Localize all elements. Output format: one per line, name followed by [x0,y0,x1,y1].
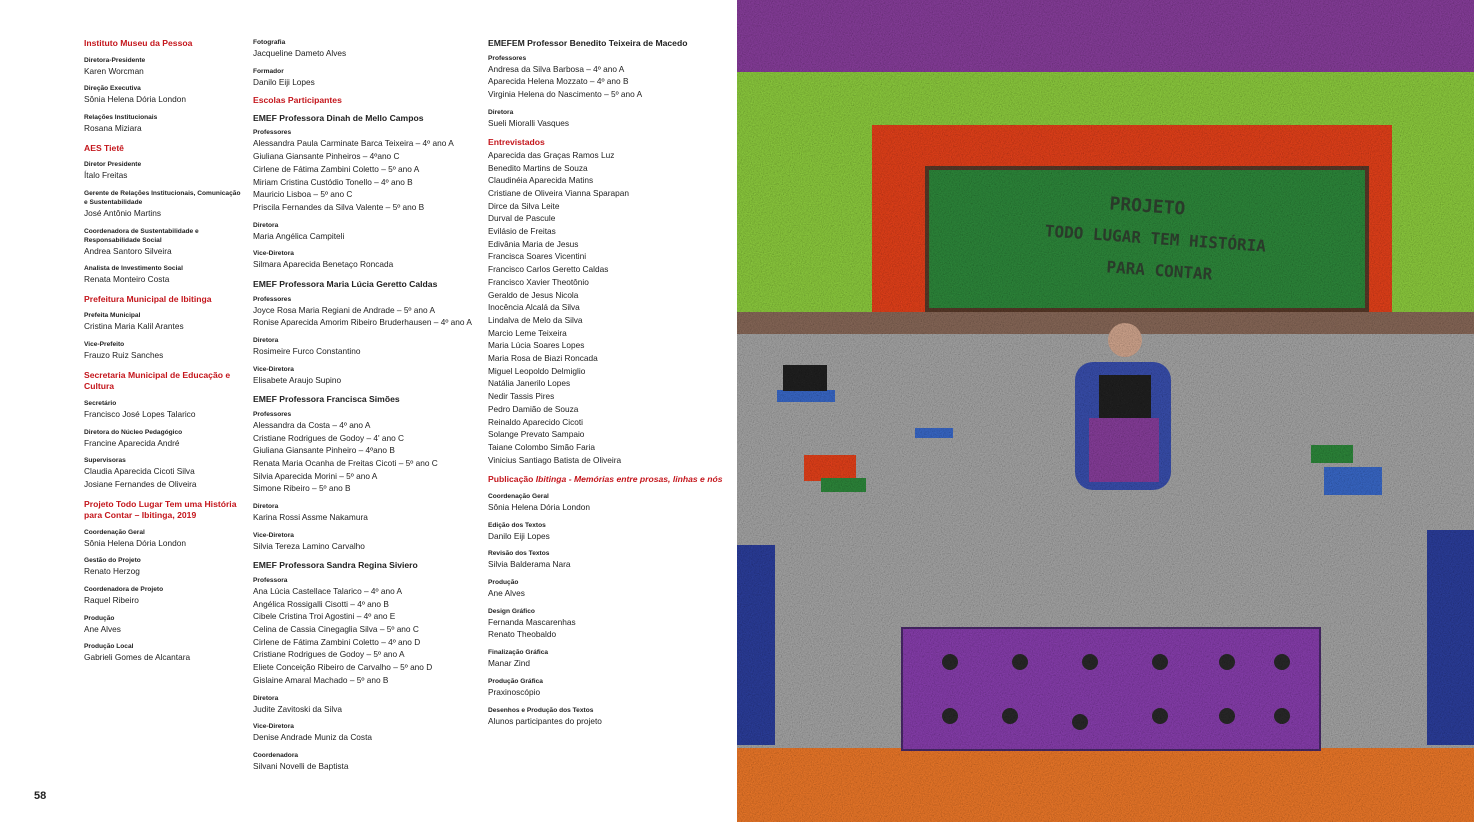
purple-band [737,0,1474,72]
credit-role: Finalização Gráfica [488,649,549,657]
credit-name: Priscila Fernandes da Silva Valente – 5º ano B [253,201,425,212]
drawing-svg [737,0,1474,822]
credit-group [253,576,483,687]
interviewee-name: Geraldo de Jesus Nicola [488,289,579,300]
credit-role: Diretor Presidente [84,161,142,169]
credit-name: Andrea Santoro Silveira [84,245,172,256]
credit-name: Ane Alves [84,623,121,634]
credit-group [488,578,733,600]
interviewee-name: Durval de Pascule [488,213,556,224]
school-name: EMEF Professora Sandra Regina Siviero [253,560,418,571]
school-name: EMEF Professora Maria Lúcia Geretto Caldas [253,279,438,290]
credit-name: Praxinoscópio [488,686,541,697]
interviewee-name: Cristiane de Oliveira Vianna Sparapan [488,187,629,198]
credit-name: Gislaine Amaral Machado – 5º ano B [253,674,389,685]
credit-role: Coordenadora [253,752,299,759]
credit-group [488,521,733,543]
section-title: Projeto Todo Lugar Tem uma História para Contar – Ibitinga, 2019 [84,498,237,521]
credit-group [84,227,244,258]
credit-group [253,365,483,387]
interviewee-name: Edivânia Maria de Jesus [488,238,579,249]
credit-name: Alessandra da Costa – 4º ano A [253,419,371,430]
credit-role: Diretora do Núcleo Pedagógico [84,428,183,436]
orange-floor [737,748,1474,822]
interviewee-name: Francisco Xavier Theotônio [488,276,589,287]
section-title: Instituto Museu da Pessoa [84,38,193,48]
credit-role: Vice-Diretora [253,531,294,539]
credit-role: Formador [253,67,284,75]
credit-group [84,56,244,78]
credit-group [253,67,483,89]
interviewee-name: Benedito Martins de Souza [488,162,588,173]
credit-role: Diretora [253,221,279,229]
credit-role: Relações Institucionais [84,113,158,121]
credit-group [253,336,483,358]
book-green [821,478,866,492]
credit-name: Alunos participantes do projeto [488,715,602,726]
credit-name: Raquel Ribeiro [84,595,139,606]
credit-role: Secretário [84,399,117,407]
credit-name: Aparecida Helena Mozzato – 4º ano B [488,76,629,87]
interviewee-name: Lindalva de Melo da Silva [488,314,583,325]
credit-name: Cristiane Rodrigues de Godoy – 4' ano C [253,432,405,443]
interviewee-name: Pedro Damião de Souza [488,403,579,414]
credit-name: Silvani Novelli de Baptista [253,761,349,771]
section-title: Prefeitura Municipal de Ibitinga [84,293,212,304]
credit-name: Maria Angélica Campiteli [253,230,345,241]
credit-name: Fernanda Mascarenhas [488,616,576,627]
credit-group [84,84,244,106]
box-right [1324,467,1382,495]
credit-group [253,531,483,553]
credit-group [84,113,244,135]
board-line-3: PARA CONTAR [1105,257,1213,284]
credit-role: Vice-Diretora [253,250,294,258]
credit-group [488,108,733,130]
credit-name: Josiane Fernandes de Oliveira [84,478,197,489]
credit-role: Produção Local [84,643,134,651]
credit-role: Vice-Prefeito [84,341,125,349]
credit-group [488,54,733,101]
credit-group [84,189,244,220]
section-prefeitura-municipal-de-ibitin [84,294,244,362]
credit-name: Renato Theobaldo [488,629,557,640]
credit-role: Diretora-Presidente [84,56,146,64]
child-drawing [737,0,1474,822]
credit-role: Coordenadora de Sustentabilidade e Responsabilidade Social [84,227,199,244]
credit-role: Diretora [253,503,279,511]
interviewee-name: Dirce da Silva Leite [488,200,560,211]
credit-role: Coordenação Geral [488,492,549,500]
credit-group [253,221,483,243]
credit-name: Cristina Maria Kalil Arantes [84,321,184,332]
credit-name: Judite Zavitoski da Silva [253,703,343,714]
purple-audience-area [902,628,1320,750]
credit-role: Revisão dos Textos [488,550,550,558]
section-title: Entrevistados [488,137,545,148]
interviewee-name: Maria Lúcia Soares Lopes [488,340,585,351]
interviewee-name: Vinicius Santiago Batista de Oliveira [488,454,622,465]
publication-title-italic: Ibitinga - Memórias entre prosas, linhas e nós [535,474,723,485]
interviewee-name: Marcio Leme Teixeira [488,327,567,338]
section-instituto-museu-da-pessoa [84,38,244,135]
credit-name: Francisco José Lopes Talarico [84,408,196,419]
interviewees-section [488,137,733,466]
credit-name: Jacqueline Dameto Alves [253,48,347,58]
credit-name: Mauricio Lisboa – 5º ano C [253,189,353,200]
credit-group [488,706,733,728]
credit-role: Gestão do Projeto [84,557,141,565]
laptop [783,365,827,391]
credit-role: Fotografia [253,39,286,46]
credit-name: Cibele Cristina Troi Agostini – 4º ano E [253,611,396,622]
credit-role: Coordenadora de Projeto [84,586,164,594]
interviewee-name: Maria Rosa de Biazi Roncada [488,353,598,364]
interviewee-name: Natália Janerilo Lopes [488,378,571,389]
school-block [253,279,483,386]
credit-group [84,428,244,450]
interviewee-name: Francisca Soares Vicentini [488,251,587,262]
credit-name: Simone Ribeiro – 5º ano B [253,483,351,494]
interviewee-name: Reinaldo Aparecido Cicoti [488,416,584,427]
credit-role: Diretora [253,336,279,344]
credit-group [253,295,483,329]
credit-name: Silvia Balderama Nara [488,559,571,570]
credit-group [253,249,483,271]
page-number: 58 [34,790,47,802]
credit-role: Diretora [488,108,514,116]
credit-name: Danilo Eiji Lopes [253,76,315,87]
interviewee-name: Miguel Leopoldo Delmiglio [488,365,586,376]
column-2 [253,38,483,781]
credit-name: Giuliana Giansante Pinheiro – 4ºano B [253,445,395,456]
school-block [488,38,733,129]
stage-stripe [737,312,1474,334]
credit-name: Ítalo Freitas [84,170,128,181]
credit-role: Edição dos Textos [488,521,546,529]
credit-group [84,399,244,421]
teacher-skirt [1089,418,1159,482]
section-projeto-todo-lugar-tem-uma-his [84,499,244,665]
credit-name: Angélica Rossigalli Cisotti – 4º ano B [253,598,389,609]
credit-group [84,340,244,362]
credit-name: Rosimeire Furco Constantino [253,345,361,356]
books-right [1311,445,1353,463]
section-secretaria-municipal-de-educac [84,370,244,491]
column-1 [84,38,244,672]
credit-group [253,410,483,495]
credit-name: Francine Aparecida André [84,437,180,448]
school-name: EMEFEM Professor Benedito Teixeira de Macedo [488,38,688,48]
credit-name: Elisabete Araujo Supino [253,374,342,385]
credit-name: Renata Maria Ocanha de Freitas Cicoti – 5º ano C [253,457,438,468]
section-title-escolas: Escolas Participantes [253,95,342,106]
credit-name: Renata Monteiro Costa [84,274,170,285]
interviewee-name: Taiane Colombo Simão Faria [488,441,595,452]
school-block [253,394,483,552]
section-title: Secretaria Municipal de Educação e Cultura [84,369,231,392]
credit-name: Cirlene de Fátima Zambini Coletto – 5º ano A [253,163,420,174]
credit-role: Design Gráfico [488,607,535,615]
teacher-head [1108,323,1142,357]
credit-group [84,528,244,550]
credit-group [488,549,733,571]
credit-group [84,456,244,490]
left-blue-block [737,545,775,745]
credit-name: Eliete Conceição Ribeiro de Carvalho – 5º ano D [253,662,433,673]
credit-name: Silvia Aparecida Morini – 5º ano A [253,470,378,481]
credit-role: Vice-Diretora [253,365,294,373]
credit-group [488,677,733,699]
credit-name: Cristiane Rodrigues de Godoy – 5º ano A [253,649,405,660]
interviewee-name: Aparecida das Graças Ramos Luz [488,149,615,160]
credit-group [84,556,244,578]
credit-name: Ane Alves [488,588,525,598]
section-aes-tiete [84,143,244,286]
school-block [253,560,483,772]
board-line-1: PROJETO [1108,193,1186,220]
credit-name: Giuliana Giansante Pinheiros – 4ºano C [253,151,400,162]
credit-role: Direção Executiva [84,85,141,93]
credit-group [253,502,483,524]
credit-role: Produção [488,579,519,586]
credit-name: Claudia Aparecida Cicoti Silva [84,466,195,477]
credit-group [84,614,244,636]
right-blue-block [1427,530,1474,745]
credit-group [84,585,244,607]
credit-name: Manar Zind [488,658,530,669]
credit-name: Sônia Helena Dória London [84,537,186,548]
credit-role: Desenhos e Produção dos Textos [488,706,594,714]
credit-name: Celina de Cassia Cinegaglia Silva – 5º ano C [253,624,419,635]
credit-name: Joyce Rosa Maria Regiani de Andrade – 5º ano A [253,304,435,315]
publication-section [488,474,733,727]
credit-group [488,607,733,641]
interviewee-name: Inocência Alcalá da Silva [488,302,580,313]
credit-group [488,492,733,514]
interviewee-name: Evilásio de Freitas [488,226,556,237]
credit-name: Frauzo Ruiz Sanches [84,350,164,361]
interviewee-name: Nedir Tassis Pires [488,391,555,402]
column-3 [488,38,733,735]
credit-group [253,751,483,773]
credit-group [84,264,244,286]
credit-name: Danilo Eiji Lopes [488,530,550,541]
school-name: EMEF Professora Dinah de Mello Campos [253,112,424,123]
credit-group [84,160,244,182]
credit-role: Coordenação Geral [84,528,145,536]
section-title: AES Tietê [84,142,124,153]
credit-role: Diretora [253,694,279,702]
credit-name: Ronise Aparecida Amorim Ribeiro Bruderhausen – 4º ano A [253,317,472,328]
credit-group [253,128,483,213]
credit-name: Rosana Miziara [84,122,142,133]
stool [915,428,953,438]
credit-role: Produção [84,614,115,622]
interviewee-name: Solange Prevato Sampaio [488,429,585,440]
credit-role: Professores [253,129,292,137]
teacher-body [1099,375,1151,423]
interviewee-name: Claudinéia Aparecida Matins [488,175,594,186]
credit-name: Karen Worcman [84,65,144,76]
publication-title-prefix: Publicação [488,474,536,485]
credit-group [84,642,244,664]
credit-name: Miriam Cristina Custódio Tonello – 4º ano B [253,176,413,187]
credit-name: José Antônio Martins [84,207,162,218]
school-name: EMEF Professora Francisca Simões [253,394,400,405]
credit-name: Renato Herzog [84,566,140,577]
credit-group [84,311,244,333]
credit-name: Sônia Helena Dória London [84,94,186,105]
credit-role: Professores [253,410,292,418]
credit-role: Professores [488,54,527,62]
credit-name: Denise Andrade Muniz da Costa [253,732,372,743]
credit-role: Vice-Diretora [253,723,294,731]
credit-role: Analista de Investimento Social [84,265,183,273]
credit-name: Karina Rossi Assme Nakamura [253,512,368,523]
credit-role: Gerente de Relações Institucionais, Comunicação e Sustentabilidade [84,189,241,206]
credit-name: Cirlene de Fátima Zambini Coletto – 4º ano D [253,636,421,647]
credit-group [488,648,733,670]
credit-role: Supervisoras [84,457,126,465]
credit-role: Produção Gráfica [488,677,543,685]
credit-name: Gabrieli Gomes de Alcantara [84,652,191,663]
publication-title [488,474,733,486]
credit-group [253,722,483,744]
credit-name: Silmara Aparecida Benetaço Roncada [253,259,394,270]
credit-name: Silvia Tereza Lamino Carvalho [253,540,365,551]
credit-role: Professora [253,576,288,584]
credit-group [253,694,483,716]
interviewee-name: Francisco Carlos Geretto Caldas [488,264,609,275]
desk-left [777,390,835,402]
credit-group [253,38,483,60]
credit-role: Professores [253,295,292,303]
books-stack [804,455,856,481]
credit-name: Virginia Helena do Nascimento – 5º ano A [488,88,643,99]
credit-name: Sônia Helena Dória London [488,501,590,512]
credit-name: Sueli Mioralli Vasques [488,117,570,128]
school-block [253,113,483,271]
credit-name: Ana Lúcia Castellace Talarico – 4º ano A [253,585,403,596]
credit-name: Alessandra Paula Carminate Barca Teixeira – 4º ano A [253,138,454,149]
credit-role: Prefeita Municipal [84,312,141,320]
credit-name: Andresa da Silva Barbosa – 4º ano A [488,63,625,74]
board-line-2: TODO LUGAR TEM HISTÓRIA [1044,221,1267,256]
